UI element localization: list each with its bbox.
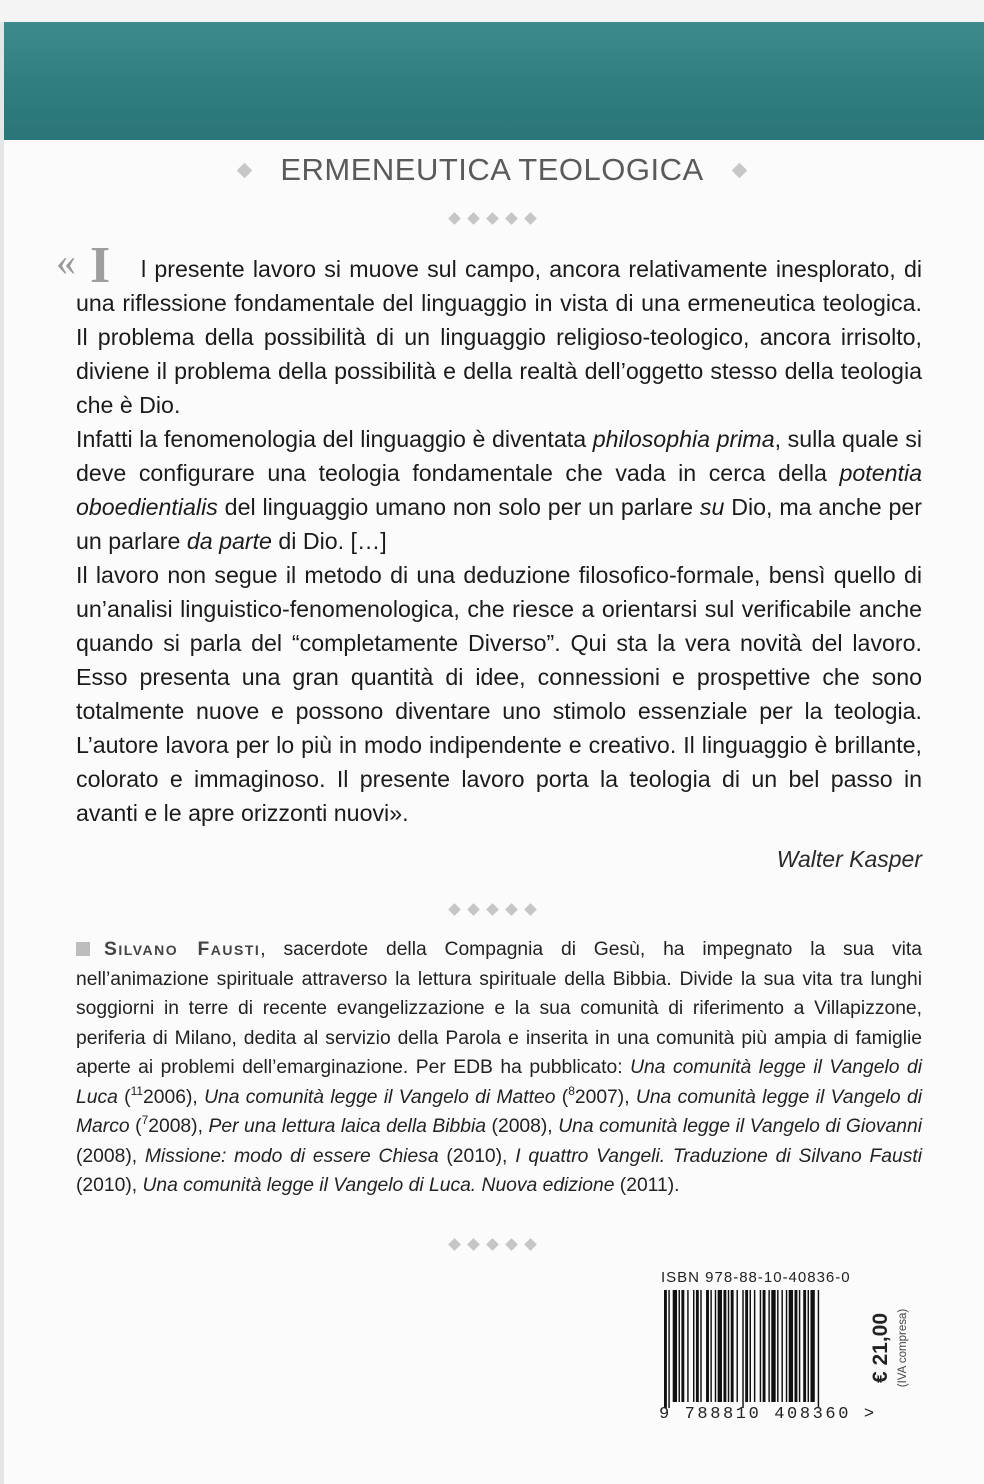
quote-author: Walter Kasper xyxy=(776,846,922,872)
text-run: (2010), xyxy=(76,1175,143,1196)
price-box xyxy=(869,1298,918,1408)
opening-quote-mark: « xyxy=(56,239,76,284)
text-run: 2008), xyxy=(148,1116,209,1137)
diamond-dot-icon xyxy=(448,903,461,916)
divider-ornament xyxy=(0,1240,984,1249)
text-run: (2011). xyxy=(614,1175,680,1196)
book-title: Per una lettura laica della Bibbia xyxy=(208,1116,486,1137)
barcode-digits: 9 788810 408360 > xyxy=(659,1405,877,1424)
text-run: (2008), xyxy=(76,1145,145,1167)
book-title: Una comunità legge il Vangelo di Matteo xyxy=(204,1086,556,1108)
text-run: 2007), xyxy=(574,1086,636,1108)
cover-edge xyxy=(0,22,4,1484)
series-title: ERMENEUTICA TEOLOGICA xyxy=(280,152,704,187)
text-run: ( xyxy=(129,1116,142,1137)
page-top-margin xyxy=(0,0,984,22)
book-title: I quattro Vangeli. Traduzione di Silvano Fausti xyxy=(515,1145,922,1167)
divider-ornament xyxy=(0,214,984,223)
diamond-dot-icon xyxy=(505,903,518,916)
text-run: , sulla quale si deve configurare una teologia fondamentale che vada in cerca della xyxy=(76,426,923,486)
text-run: Dio, ma anche per un parlare xyxy=(76,494,922,554)
book-title: Una comunità legge il Vangelo di Luca xyxy=(76,1057,922,1108)
book-title: Una comunità legge il Vangelo di Luca. Nuova edizione xyxy=(142,1175,615,1196)
text-run: 2006), xyxy=(143,1086,205,1108)
diamond-dot-icon xyxy=(467,212,480,225)
price-amount: € 21,00 xyxy=(869,1312,893,1384)
series-header xyxy=(0,150,984,190)
text-run: Infatti la fenomenologia del linguaggio è diventata xyxy=(76,426,593,452)
text-run: ( xyxy=(117,1086,131,1108)
edition-number: 7 xyxy=(141,1113,149,1127)
drop-cap: I xyxy=(90,237,111,294)
diamond-ornament-icon xyxy=(731,162,747,178)
diamond-dot-icon xyxy=(486,1238,499,1251)
diamond-dot-icon xyxy=(486,212,499,225)
book-title: Una comunità legge il Vangelo di Marco xyxy=(76,1086,922,1137)
diamond-dot-icon xyxy=(467,1238,480,1251)
italic-term: potentia oboedientialis xyxy=(76,460,922,520)
endorsement-quote xyxy=(76,252,922,830)
vat-note: (IVA compresa) xyxy=(897,1308,910,1388)
diamond-dot-icon xyxy=(505,212,518,225)
book-title: Una comunità legge il Vangelo di Giovanni xyxy=(558,1116,923,1137)
book-title: Missione: modo di essere Chiesa xyxy=(144,1145,439,1167)
square-bullet-icon xyxy=(76,942,90,956)
diamond-dot-icon xyxy=(467,903,480,916)
italic-term: philosophia prima xyxy=(592,426,775,452)
diamond-dot-icon xyxy=(524,1238,537,1251)
barcode-bars-icon xyxy=(660,1290,880,1410)
divider-ornament xyxy=(0,905,984,914)
text-run: del linguaggio umano non solo per un parlare xyxy=(217,494,700,520)
diamond-ornament-icon xyxy=(237,162,253,178)
diamond-dot-icon xyxy=(448,1238,461,1251)
quote-paragraph-3: Il lavoro non segue il metodo di una deduzione filosofico-formale, bensì quello di un’analisi linguistico-fenomenologica, che riesce a orientarsi sul verificabile anche quando si parla del “completamente Diverso”. Qui sta la vera novità del lavoro. Esso presenta una gran quantità di idee, connessioni e prospettive che sono totalmente nuove e possono diventare uno stimolo essenziale per la teologia. L’autore lavora per lo più in modo indipendente e creativo. Il linguaggio è brillante, colorato e immaginoso. Il presente lavoro porta la teologia di un bel passo in avanti e le apre orizzonti nuovi». xyxy=(76,562,922,826)
edition-number: 8 xyxy=(568,1083,575,1098)
italic-term: su xyxy=(699,494,725,520)
teal-header-band xyxy=(4,22,984,140)
text-run: (2010), xyxy=(438,1145,516,1167)
barcode xyxy=(660,1290,880,1410)
text-run: , sacerdote della Compagnia di Gesù, ha impegnato la sua vita nell’animazione spirituale attraverso la lettura spirituale della Bibbia. Divide la sua vita tra lunghi soggiorni in terre di recente evangelizzazione e la sua comunità di riferimento a Villapizzone, periferia di Milano, dedita al servizio della Parola e inserita in una comunità più ampia di famiglie aperte ai problemi dell’emarginazione. Per EDB ha pubblicato: xyxy=(76,939,922,1078)
diamond-dot-icon xyxy=(524,212,537,225)
diamond-dot-icon xyxy=(448,212,461,225)
author-biography xyxy=(76,935,922,1201)
isbn-label: ISBN 978-88-10-40836-0 xyxy=(661,1269,851,1286)
author-name: Silvano Fausti xyxy=(104,939,261,960)
italic-term: da parte xyxy=(186,528,272,554)
diamond-dot-icon xyxy=(486,903,499,916)
diamond-dot-icon xyxy=(505,1238,518,1251)
text-run: ( xyxy=(555,1086,569,1108)
quote-paragraph-1: l presente lavoro si muove sul campo, ancora relativamente inesplorato, di una riflessione fondamentale del linguaggio in vista di una ermeneutica teologica. Il problema della possibilità di un linguaggio religioso-teologico, ancora irrisolto, diviene il problema della possibilità e della realtà dell’oggetto stesso della teologia che è Dio. xyxy=(76,256,922,418)
text-run: (2008), xyxy=(486,1116,559,1137)
quote-paragraph-2 xyxy=(76,422,922,558)
edition-number: 11 xyxy=(130,1083,144,1098)
diamond-dot-icon xyxy=(524,903,537,916)
text-run: di Dio. […] xyxy=(271,528,387,554)
